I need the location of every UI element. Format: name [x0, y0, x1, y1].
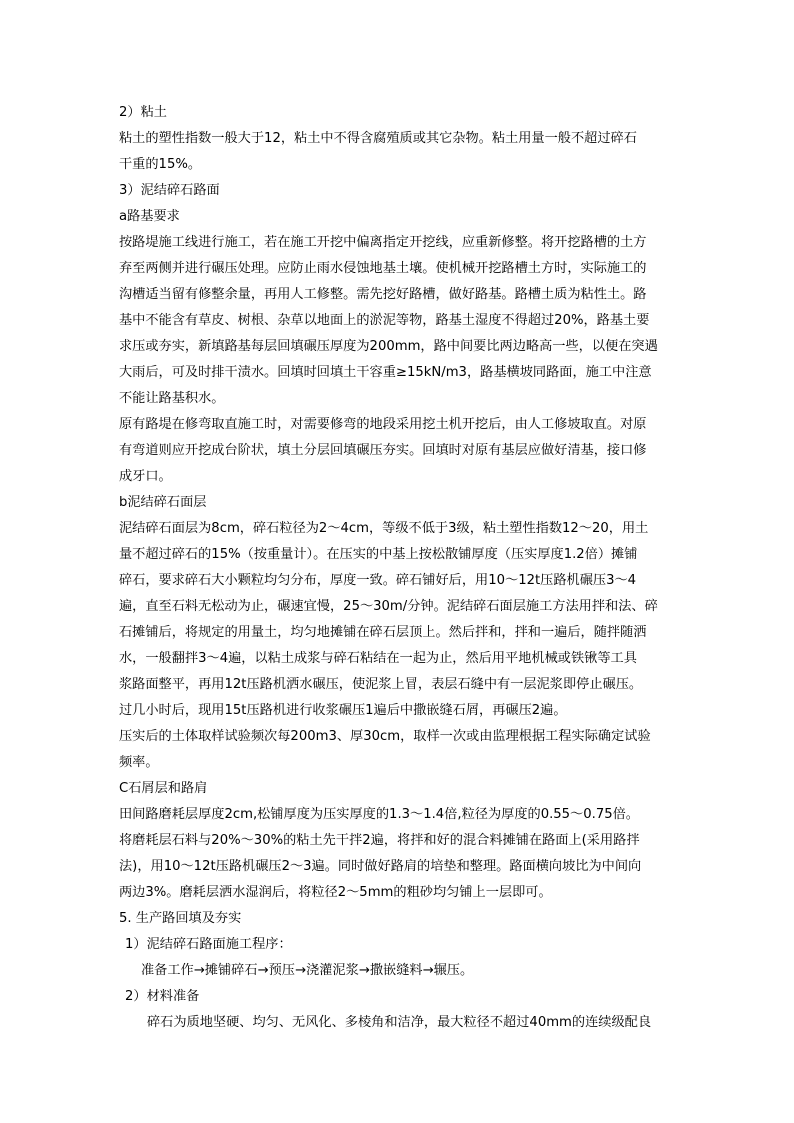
- paragraph-line: 原有路堤在修弯取直施工时，对需要修弯的地段采用挖土机开挖后，由人工修坡取直。对原: [119, 417, 647, 432]
- paragraph-line: 水，一般翻拌3～4遍，以粘土成浆与碎石粘结在一起为止，然后用平地机械或铁锹等工具: [119, 651, 637, 666]
- paragraph-line: 大雨后，可及时排干渍水。回填时回填土干容重≥15kN/m3，路基横坡同路面，施工中注意: [119, 365, 652, 380]
- subheading-clay: 2）粘土: [119, 105, 167, 120]
- paragraph-line: 泥结碎石面层为8cm，碎石粒径为2～4cm，等级不低于3级，粘土塑性指数12～20，用土: [119, 521, 649, 536]
- subheading-chip-layer-shoulder: C石屑层和路肩: [119, 781, 208, 796]
- paragraph-line: 压实后的土体取样试验频次每200m3、厚30cm，取样一次或由监理根据工程实际确定试验: [119, 729, 651, 744]
- paragraph-line: 不能让路基积水。: [119, 391, 225, 406]
- section-heading-production-road: 5. 生产路回填及夯实: [119, 911, 242, 926]
- paragraph-line: 量不超过碎石的15%（按重量计）。在压实的中基上按松散铺厚度（压实厚度1.2倍）摊铺: [119, 547, 638, 562]
- paragraph-line: 碎石，要求碎石大小颗粒均匀分布，厚度一致。碎石铺好后，用10～12t压路机碾压3～4: [119, 573, 637, 588]
- paragraph-line: 求压或夯实，新填路基每层回填碾压厚度为200mm，路中间要比两边略高一些，以便在突遇: [119, 339, 658, 354]
- subheading-macadam-surface: b泥结碎石面层: [119, 495, 207, 510]
- paragraph-line: 碎石为质地坚硬、均匀、无风化、多棱角和洁净，最大粒径不超过40mm的连续级配良: [147, 1015, 652, 1030]
- subheading-subgrade-requirements: a路基要求: [119, 209, 180, 224]
- paragraph-line: 弃至两侧并进行碾压处理。应防止雨水侵蚀地基土壤。使机械开挖路槽土方时，实际施工的: [119, 261, 647, 276]
- paragraph-line: 浆路面整平，再用12t压路机洒水碾压，使泥浆上冒，表层石缝中有一层泥浆即停止碾压。: [119, 677, 643, 692]
- paragraph-line: 石摊铺后，将规定的用量土，均匀地摊铺在碎石层顶上。然后拌和，拌和一遍后，随拌随洒: [119, 625, 647, 640]
- paragraph-line: 田间路磨耗层厚度2cm,松铺厚度为压实厚度的1.3～1.4倍,粒径为厚度的0.55～0.75倍。: [119, 807, 639, 822]
- paragraph-line: 干重的15%。: [119, 157, 202, 172]
- paragraph-line: 有弯道则应开挖成台阶状，填土分层回填碾压夯实。回填时对原有基层应做好清基，接口修: [119, 443, 647, 458]
- paragraph-line: 两边3%。磨耗层洒水湿润后，将粒径2～5mm的粗砂均匀铺上一层即可。: [119, 885, 552, 900]
- procedure-steps: 准备工作→摊铺碎石→预压→浇灌泥浆→撒嵌缝料→辗压。: [141, 963, 474, 978]
- paragraph-line: 成牙口。: [119, 469, 172, 484]
- subheading-material-preparation: 2）材料准备: [125, 989, 200, 1004]
- paragraph-line: 沟槽适当留有修整余量，再用人工修整。需先挖好路槽，做好路基。路槽土质为粘性土。路: [119, 287, 647, 302]
- paragraph-line: 将磨耗层石料与20%～30%的粘土先干拌2遍，将拌和好的混合料摊铺在路面上(采用路拌: [119, 833, 640, 848]
- paragraph-line: 按路堤施工线进行施工，若在施工开挖中偏离指定开挖线，应重新修整。将开挖路槽的土方: [119, 235, 647, 250]
- paragraph-line: 基中不能含有草皮、树根、杂草以地面上的淤泥等物，路基土湿度不得超过20%，路基土要: [119, 313, 650, 328]
- paragraph-line: 粘土的塑性指数一般大于12，粘土中不得含腐殖质或其它杂物。粘土用量一般不超过碎石: [119, 131, 637, 146]
- document-body: [119, 100, 679, 1036]
- paragraph-line: 过几小时后，现用15t压路机进行收浆碾压1遍后中撒嵌缝石屑，再碾压2遍。: [119, 703, 567, 718]
- paragraph-line: 遍，直至石料无松动为止，碾速宜慢，25～30m/分钟。泥结碎石面层施工方法用拌和法、碎: [119, 599, 658, 614]
- subheading-construction-procedure: 1）泥结碎石路面施工程序：: [125, 937, 292, 952]
- subheading-macadam-road: 3）泥结碎石路面: [119, 183, 220, 198]
- paragraph-line: 频率。: [119, 755, 159, 770]
- paragraph-line: 法)，用10～12t压路机碾压2～3遍。同时做好路肩的培垫和整理。路面横向坡比为中间向: [119, 859, 642, 874]
